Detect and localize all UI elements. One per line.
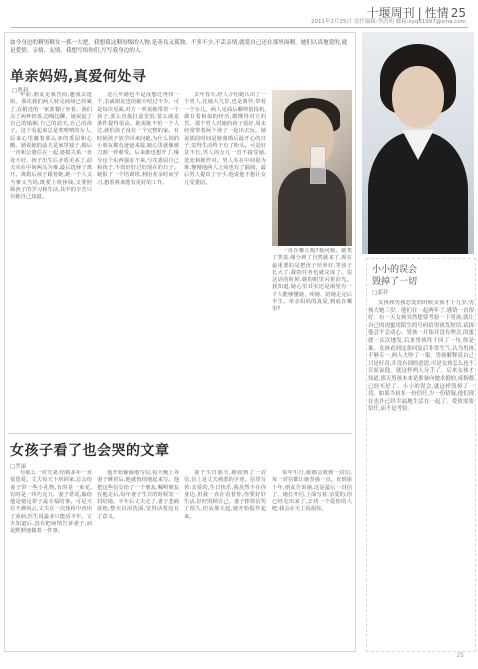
article-intro: 如今身边的剩男剩女一抓一大把。我想我这剩母级的人物,是善良又孤独。不多不少,不丢亲情,就爱自己还在那里面剩。她们认真地爱的,就是爱情、亲情、友情。我想写给你们,写写我身边的人。 (10, 40, 348, 54)
article-byline: □曹莉 (12, 88, 29, 94)
article-column: 每年生日,她都会收到一封信,每一封信都让她坚强一点。直到第十年,朋友告诉她,这是最后一封信了。她打开信,上面写着:亲爱的,你已经走出来了,去找一个爱你的人吧,我会在天上祝福你。 (272, 470, 352, 513)
photo-face (392, 66, 444, 128)
article-divider (8, 433, 352, 434)
article-headline: 单亲妈妈,真爱何处寻 (10, 69, 147, 85)
page-number: 25 (456, 652, 464, 659)
header-rule (10, 27, 468, 28)
article-column: 一直在哪儿呢?我问她。她笑了笑说,缘分到了自然就来了,现在最重要的是把孩子培养好,等孩子长大了,我的任务也就完成了。说这话的时候,她的眼里闪着泪光。我知道,她心里其实还是渴望有一个人能够懂她、疼她、陪她走完后半生。单亲妈妈的真爱,到底在哪里? (272, 248, 352, 313)
photo-glass (310, 146, 326, 184)
sidebar-photo (362, 32, 474, 254)
article-column: 这几年她也不是没想过再找一个,亲戚朋友也给她介绍过不少。可是每次见面,对方一听说她带着一个孩子,要么直接打退堂鼓,要么就是条件提得很高。她说她不怕一个人过,就怕孩子没有一个完整的家。有时候孩子放学回来问她,为什么别的小朋友都有爸爸来接,她心里就像被刀割一样难受。后来她也想开了,缘分这个东西强求不来,与其委屈自己和孩子,不如好好过好现在的日子。她报了一个培训班,利用业余时间学习,想着将来能有更好的工作。 (97, 92, 179, 186)
article-photo (272, 90, 352, 246)
sidebar-byline: □邵菲 (372, 290, 389, 296)
brand-separator: | (417, 6, 422, 20)
sidebar-title: 毁掉了一切 (372, 277, 418, 287)
brand-left: 十堰周刊 (366, 6, 415, 20)
article-column: 他开始偷偷地写信,每天晚上等妻子睡着后,他就悄悄地起来写。他把这些信交给了一个朋友,嘱咐朋友在他走后,每年妻子生日的时候寄一封给她。半年后丈夫走了,妻子悲痛欲绝,整天以泪洗面,觉得活着没有了意义。 (97, 470, 179, 520)
brand-right: 性情 (424, 6, 449, 20)
article-headline: 女孩子看了也会哭的文章 (10, 443, 170, 459)
dateline: 2011年2月25日 责任编辑:李洪明 邮箱:syqd1997@sina.com (310, 19, 466, 25)
article-column: 有那么一对夫妻,结婚多年一直很恩爱。丈夫每天下班回家,总会给妻子带一些小礼物,有时是一束花,有时是一块巧克力。妻子常说,嫁给他是她这辈子最幸福的事。可是天有不测风云,丈夫在一次体检中查出了重病,医生说最多只能活半年。丈夫知道后,没有把病情告诉妻子,而是默默地做着一件事。 (10, 470, 92, 535)
sidebar-title: 小小的误会 (372, 265, 418, 275)
sidebar-text: 女孩和男孩恋爱的时候女孩才十九岁,男孩大她三岁。他们在一起两年了,感情一直很好。有一天女孩突然想要考验一下男孩,就让自己的闺蜜用陌生的号码给男孩发短信,试探他会不会动心。男孩一开始并没有理会,闺蜜就一次次地发,后来男孩终于回了一句,你是谁。女孩看到这条回复后非常生气,认为男孩不够专一,两人大吵了一架。男孩解释说自己只是好奇,并没有别的意思,可是女孩怎么也不肯原谅他。就这样两人分手了。后来女孩才知道,那天男孩本来是准备向她求婚的,戒指都已经买好了。小小的误会,就这样毁掉了一切。如果当初多一份信任,少一份猜疑,他们现在也许已经幸福地生活在一起了。爱情需要信任,而不是考验。 (368, 300, 474, 413)
article-column: 年前,朋友见我苦闷,邀我去逛街。那次我们两人转完商场已经累了,在附近的一家茶餐厅坐着。我们点了两杯奶茶,边喝边聊。她说起了自己的婚姻,自己的前夫,自己的孩子。这个看起来总是笑嘻嘻的女人,原来心里藏着那么多的委屈和心酸。她说她的前夫是家里独子,婚后一直和公婆住在一起,婆媳关系一直处不好。孩子出生后矛盾更多了,前夫夹在中间两头为难,最后选择了离开。离婚后孩子跟着她,她一个人又当爹又当妈,既要上班挣钱,又要照顾孩子的学习和生活,其中的辛苦只有她自己知道。 (10, 92, 92, 201)
masthead (0, 0, 478, 28)
article-column: 妻子生日那天,她收到了一封信,信上是丈夫熟悉的字迹。信里写着:亲爱的,生日快乐,我虽然不在你身边,但我一直在看着你,你要好好生活,好好照顾自己。妻子捧着信哭了很久,但从那天起,她开始振作起来。 (184, 470, 266, 520)
page-number-header: 25 (450, 6, 466, 20)
article-column: 去年春天,经人介绍她认识了一个男人,比她大几岁,也是离异,带着一个女儿。两人见面后聊得很投机,都有着相似的经历,都懂得对方的苦。那个男人对她的孩子很好,周末经常带着两个孩子一起出去玩。她说那段时间是她离婚后最开心的日子,觉得生活终于有了盼头。可是好景不长,男人的女儿一直不接受她,处处和她作对。男人夹在中间很为难,慢慢地两人之间也有了隔阂。最后男人提出了分手,他说他不想让女儿受委屈。 (184, 92, 266, 186)
article-byline: □罗丽 (10, 464, 27, 470)
